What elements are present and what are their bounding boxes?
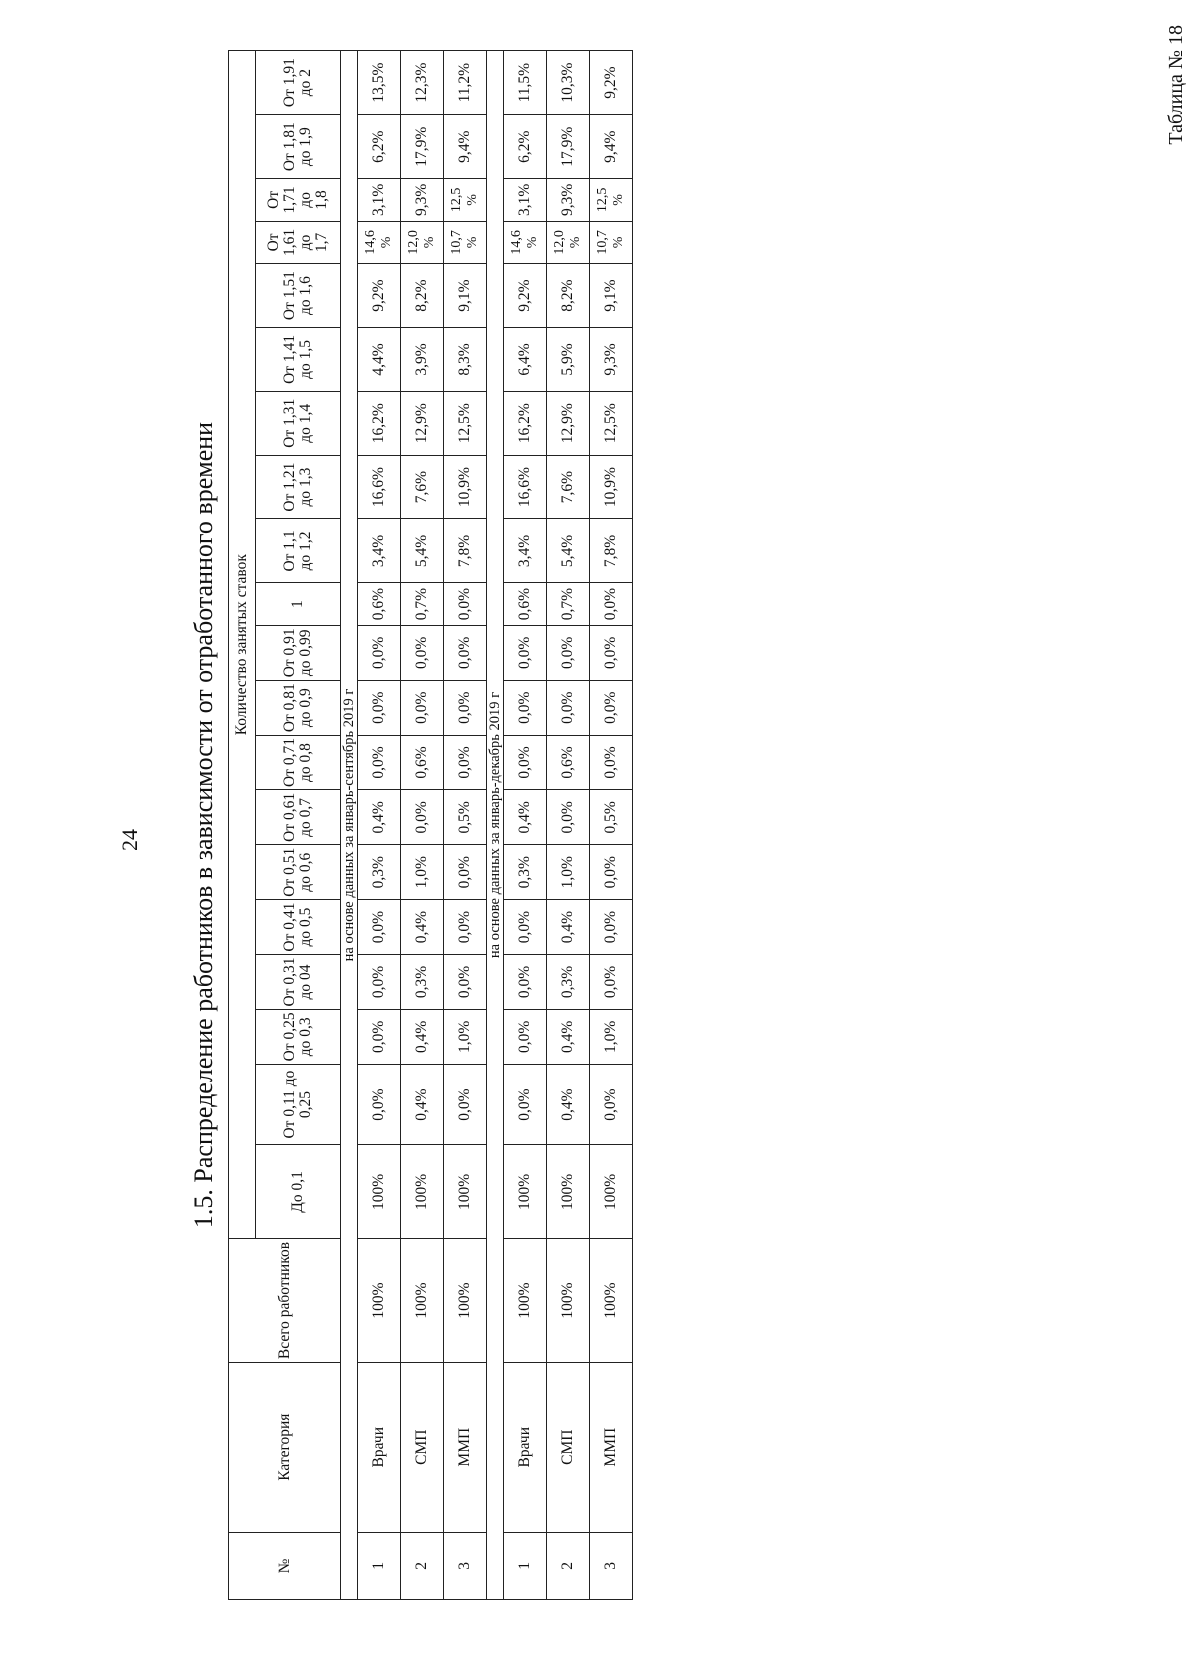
header-total: Всего работников <box>229 1239 341 1362</box>
column-header: От 0,51 до 0,6 <box>256 845 341 900</box>
table-cell: 0,6% <box>358 583 401 626</box>
row-total: 100% <box>547 1239 590 1362</box>
row-category: Врачи <box>358 1362 401 1532</box>
table-cell: 10,9% <box>444 455 487 519</box>
table-cell: 9,4% <box>444 115 487 179</box>
table-cell: 100% <box>504 1145 547 1239</box>
table-cell: 12,0 % <box>401 221 444 264</box>
row-total: 100% <box>504 1239 547 1362</box>
column-header: До 0,1 <box>256 1145 341 1239</box>
table-cell: 0,0% <box>358 625 401 680</box>
table-cell: 12,0 % <box>547 221 590 264</box>
table-cell: 100% <box>590 1145 633 1239</box>
table-cell: 1,0% <box>590 1009 633 1064</box>
table-cell: 10,3% <box>547 51 590 115</box>
table-cell: 0,0% <box>358 1009 401 1064</box>
table-cell: 12,5% <box>444 391 487 455</box>
table-cell: 0,5% <box>590 790 633 845</box>
table-cell: 0,0% <box>590 955 633 1010</box>
column-header: От 1,81 до 1,9 <box>256 115 341 179</box>
table-cell: 3,1% <box>504 179 547 222</box>
row-category: СМП <box>547 1362 590 1532</box>
table-cell: 14,6 % <box>504 221 547 264</box>
table-cell: 0,0% <box>590 735 633 790</box>
table-caption: Таблица № 18 <box>1165 25 1187 145</box>
table-cell: 9,2% <box>504 264 547 328</box>
column-header: 1 <box>256 583 341 626</box>
table-cell: 0,0% <box>504 900 547 955</box>
table-cell: 0,7% <box>401 583 444 626</box>
table-cell: 14,6 % <box>358 221 401 264</box>
table-cell: 4,4% <box>358 328 401 392</box>
table-cell: 0,0% <box>590 900 633 955</box>
table-cell: 0,0% <box>444 625 487 680</box>
table-cell: 0,0% <box>358 735 401 790</box>
table-cell: 5,4% <box>547 519 590 583</box>
table-cell: 100% <box>547 1145 590 1239</box>
table-cell: 13,5% <box>358 51 401 115</box>
header-group: Количество занятых ставок <box>229 51 256 1239</box>
document-title: 1.5. Распределение работников в зависимости от отработанного времени <box>189 421 218 1229</box>
table-cell: 9,3% <box>401 179 444 222</box>
table-cell: 0,3% <box>504 845 547 900</box>
page-number: 24 <box>117 829 142 851</box>
table-cell: 0,0% <box>444 1064 487 1145</box>
table-cell: 0,0% <box>590 845 633 900</box>
table-cell: 1,0% <box>401 845 444 900</box>
row-category: Врачи <box>504 1362 547 1532</box>
column-header: От 1,1 до 1,2 <box>256 519 341 583</box>
table-cell: 0,0% <box>504 1009 547 1064</box>
column-header: От 0,31 до 04 <box>256 955 341 1010</box>
row-num: 2 <box>401 1532 444 1599</box>
table-cell: 3,1% <box>358 179 401 222</box>
column-header: От 0,41 до 0,5 <box>256 900 341 955</box>
table-cell: 0,6% <box>504 583 547 626</box>
table-cell: 0,4% <box>547 1009 590 1064</box>
table-cell: 11,2% <box>444 51 487 115</box>
row-total: 100% <box>358 1239 401 1362</box>
table-cell: 0,0% <box>590 680 633 735</box>
column-header: От 0,71 до 0,8 <box>256 735 341 790</box>
distribution-table <box>228 50 633 1600</box>
table-cell: 0,3% <box>358 845 401 900</box>
table-cell: 8,3% <box>444 328 487 392</box>
header-num: № <box>229 1532 341 1599</box>
table-cell: 10,7 % <box>590 221 633 264</box>
table-cell: 1,0% <box>444 1009 487 1064</box>
table-cell: 0,0% <box>444 900 487 955</box>
table-cell: 0,0% <box>504 1064 547 1145</box>
table-cell: 9,3% <box>547 179 590 222</box>
column-header: От 1,41 до 1,5 <box>256 328 341 392</box>
table-cell: 0,0% <box>547 790 590 845</box>
table-cell: 0,0% <box>547 680 590 735</box>
table-cell: 0,6% <box>401 735 444 790</box>
column-header: От 0,81 до 0,9 <box>256 680 341 735</box>
table-cell: 3,4% <box>504 519 547 583</box>
row-num: 1 <box>504 1532 547 1599</box>
column-header: От 0,91 до 0,99 <box>256 625 341 680</box>
rotated-content <box>180 50 626 1600</box>
table-cell: 16,6% <box>504 455 547 519</box>
row-category: ММП <box>444 1362 487 1532</box>
table-cell: 12,5% <box>590 391 633 455</box>
table-cell: 0,4% <box>401 900 444 955</box>
table-cell: 6,4% <box>504 328 547 392</box>
table-cell: 0,4% <box>547 1064 590 1145</box>
table-cell: 9,2% <box>358 264 401 328</box>
table-cell: 0,0% <box>358 1064 401 1145</box>
header-category: Категория <box>229 1362 341 1532</box>
table-cell: 100% <box>444 1145 487 1239</box>
table-cell: 7,8% <box>444 519 487 583</box>
table-cell: 16,2% <box>504 391 547 455</box>
table-cell: 10,7 % <box>444 221 487 264</box>
table-cell: 0,5% <box>444 790 487 845</box>
table-cell: 7,8% <box>590 519 633 583</box>
row-category: ММП <box>590 1362 633 1532</box>
table-cell: 12,5 % <box>590 179 633 222</box>
table-cell: 16,2% <box>358 391 401 455</box>
table-cell: 17,9% <box>547 115 590 179</box>
section-title: на основе данных за январь-сентябрь 2019 г <box>341 51 358 1600</box>
table-cell: 0,4% <box>358 790 401 845</box>
table-cell: 0,0% <box>358 680 401 735</box>
table-row <box>444 51 487 1600</box>
table-cell: 0,4% <box>401 1009 444 1064</box>
table-cell: 100% <box>401 1145 444 1239</box>
section-row <box>341 51 358 1600</box>
table-cell: 0,0% <box>444 583 487 626</box>
row-total: 100% <box>401 1239 444 1362</box>
table-cell: 3,9% <box>401 328 444 392</box>
table-cell: 10,9% <box>590 455 633 519</box>
row-total: 100% <box>444 1239 487 1362</box>
table-cell: 5,4% <box>401 519 444 583</box>
table-cell: 16,6% <box>358 455 401 519</box>
row-num: 2 <box>547 1532 590 1599</box>
table-cell: 0,0% <box>401 790 444 845</box>
table-cell: 0,6% <box>547 735 590 790</box>
table-cell: 9,1% <box>444 264 487 328</box>
table-cell: 9,4% <box>590 115 633 179</box>
row-num: 3 <box>444 1532 487 1599</box>
table-cell: 0,0% <box>444 735 487 790</box>
column-header: От 1,31 до 1,4 <box>256 391 341 455</box>
table-cell: 0,0% <box>504 625 547 680</box>
table-cell: 0,4% <box>504 790 547 845</box>
table-cell: 9,1% <box>590 264 633 328</box>
table-cell: 0,0% <box>358 955 401 1010</box>
table-cell: 0,3% <box>401 955 444 1010</box>
table-cell: 0,0% <box>590 1064 633 1145</box>
table-cell: 0,0% <box>444 680 487 735</box>
column-header: От 1,91 до 2 <box>256 51 341 115</box>
table-cell: 9,3% <box>590 328 633 392</box>
table-cell: 0,0% <box>504 680 547 735</box>
table-row <box>547 51 590 1600</box>
table-cell: 0,0% <box>358 900 401 955</box>
row-num: 1 <box>358 1532 401 1599</box>
table-row <box>358 51 401 1600</box>
column-header: От 1,21 до 1,3 <box>256 455 341 519</box>
table-cell: 7,6% <box>547 455 590 519</box>
table-cell: 12,9% <box>547 391 590 455</box>
table-cell: 12,3% <box>401 51 444 115</box>
table-cell: 0,0% <box>401 625 444 680</box>
table-cell: 6,2% <box>358 115 401 179</box>
table-row <box>401 51 444 1600</box>
table-cell: 0,7% <box>547 583 590 626</box>
table-row <box>590 51 633 1600</box>
table-cell: 1,0% <box>547 845 590 900</box>
column-header: От 1,61 до 1,7 <box>256 221 341 264</box>
column-header: От 0,11 до 0,25 <box>256 1064 341 1145</box>
section-row <box>487 51 504 1600</box>
column-header: От 0,61 до 0,7 <box>256 790 341 845</box>
table-cell: 5,9% <box>547 328 590 392</box>
table-cell: 0,0% <box>504 955 547 1010</box>
table-cell: 9,2% <box>590 51 633 115</box>
table-cell: 0,4% <box>401 1064 444 1145</box>
row-num: 3 <box>590 1532 633 1599</box>
table-row <box>504 51 547 1600</box>
table-cell: 8,2% <box>401 264 444 328</box>
table-cell: 0,0% <box>504 735 547 790</box>
table-cell: 6,2% <box>504 115 547 179</box>
column-header: От 1,51 до 1,6 <box>256 264 341 328</box>
table-cell: 0,4% <box>547 900 590 955</box>
table-cell: 12,5 % <box>444 179 487 222</box>
table-cell: 100% <box>358 1145 401 1239</box>
column-header: От 0,25 до 0,3 <box>256 1009 341 1064</box>
table-cell: 0,0% <box>444 955 487 1010</box>
table-cell: 11,5% <box>504 51 547 115</box>
table-cell: 7,6% <box>401 455 444 519</box>
table-cell: 0,0% <box>590 625 633 680</box>
table-cell: 8,2% <box>547 264 590 328</box>
table-cell: 0,0% <box>401 680 444 735</box>
column-header: От 1,71 до 1,8 <box>256 179 341 222</box>
row-total: 100% <box>590 1239 633 1362</box>
table-cell: 3,4% <box>358 519 401 583</box>
section-title: на основе данных за январь-декабрь 2019 г <box>487 51 504 1600</box>
row-category: СМП <box>401 1362 444 1532</box>
table-cell: 0,3% <box>547 955 590 1010</box>
table-cell: 0,0% <box>590 583 633 626</box>
table-cell: 17,9% <box>401 115 444 179</box>
table-cell: 0,0% <box>547 625 590 680</box>
table-cell: 0,0% <box>444 845 487 900</box>
table-cell: 12,9% <box>401 391 444 455</box>
